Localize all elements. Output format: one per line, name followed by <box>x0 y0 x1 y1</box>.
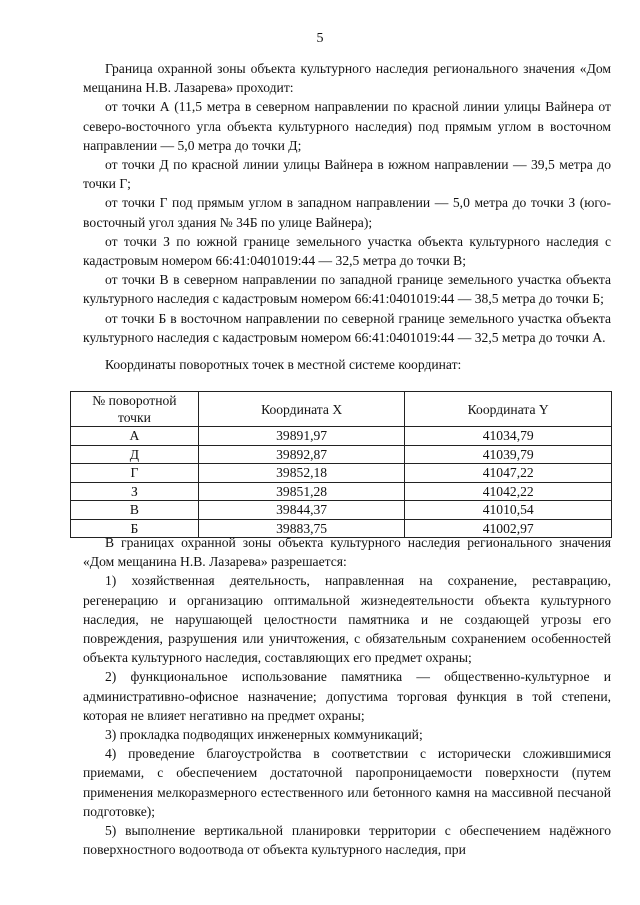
boundary-item: от точки З по южной границе земельного участка объекта культурного наследия с кадастровым номером 66:41:0401019:44 — 32,5 метра до точки В; <box>83 233 611 269</box>
table-row <box>71 427 612 446</box>
coord-x: 39851,28 <box>198 482 405 501</box>
header-x: Координата X <box>198 392 405 427</box>
coord-x: 39892,87 <box>198 445 405 464</box>
coord-x: 39852,18 <box>198 464 405 483</box>
page-number: 5 <box>316 31 324 46</box>
boundary-description <box>83 59 611 347</box>
point-name: В <box>71 501 199 520</box>
permitted-item: 1) хозяйственная деятельность, направленная на сохранение, реставрацию, регенерацию и организацию оптимальной жизнедеятельности объекта культурного наследия, не нарушающей целостности памятника и не создающей угрозы его повреждения, разрушения или уничтожения, с обязательным сохранением особенностей объекта культурного наследия, составляющих его предмет охраны; <box>83 573 611 666</box>
table-header-row <box>71 392 612 427</box>
table-row <box>71 482 612 501</box>
permitted-intro: В границах охранной зоны объекта культурного наследия регионального значения «Дом мещанина Н.В. Лазарева» разрешается: <box>83 535 611 570</box>
permitted-activities <box>83 533 611 859</box>
coord-y: 41034,79 <box>405 427 612 446</box>
point-name: А <box>71 427 199 446</box>
header-y: Координата Y <box>405 392 612 427</box>
coord-y: 41002,97 <box>405 519 612 538</box>
boundary-item: от точки В в северном направлении по западной границе земельного участка объекта культурного наследия с кадастровым номером 66:41:0401019:44 — 38,5 метра до точки Б; <box>83 272 611 307</box>
coord-x: 39844,37 <box>198 501 405 520</box>
coord-x: 39883,75 <box>198 519 405 538</box>
coordinates-table <box>70 391 612 538</box>
boundary-item: от точки Д по красной линии улицы Вайнера в южном направлении — 39,5 метра до точки Г; <box>83 157 611 192</box>
coordinates-table-title: Координаты поворотных точек в местной системе координат: <box>105 357 462 372</box>
point-name: Б <box>71 519 199 538</box>
coord-y: 41039,79 <box>405 445 612 464</box>
boundary-item: от точки А (11,5 метра в северном направлении по красной линии улицы Вайнера от северо-восточного угла объекта культурного наследия) под прямым углом в восточном направлении — 5,0 метра до точки Д; <box>83 99 611 153</box>
point-name: З <box>71 482 199 501</box>
coord-x: 39891,97 <box>198 427 405 446</box>
header-point: № поворотной точки <box>71 392 199 427</box>
table-row <box>71 501 612 520</box>
point-name: Г <box>71 464 199 483</box>
point-name: Д <box>71 445 199 464</box>
coord-y: 41047,22 <box>405 464 612 483</box>
permitted-item: 3) прокладка подводящих инженерных коммуникаций; <box>105 727 423 743</box>
coord-y: 41010,54 <box>405 501 612 520</box>
boundary-item: от точки Г под прямым углом в западном направлении — 5,0 метра до точки З (юго-восточный угол здания № 34Б по улице Вайнера); <box>83 195 611 230</box>
table-row <box>71 464 612 483</box>
boundary-item: от точки Б в восточном направлении по северной границе земельного участка объекта культурного наследия с кадастровым номером 66:41:0401019:44 — 32,5 метра до точки А. <box>83 310 611 345</box>
permitted-item: 4) проведение благоустройства в соответствии с исторически сложившимися приемами, с обеспечением достаточной паропроницаемости поверхности (путем применения мелкоразмерного естественного или бетонного камня на массивной песчаной подготовке); <box>83 746 611 819</box>
coord-y: 41042,22 <box>405 482 612 501</box>
boundary-intro: Граница охранной зоны объекта культурного наследия регионального значения «Дом мещанина Н.В. Лазарева» проходит: <box>83 61 611 96</box>
permitted-item: 2) функциональное использование памятника — общественно-культурное и административно-офисное назначение; допустима торговая функция в той степени, которая не влияет негативно на предмет охраны; <box>83 669 611 723</box>
permitted-item: 5) выполнение вертикальной планировки территории с обеспечением надёжного поверхностного водоотвода от объекта культурного наследия, при <box>83 823 611 858</box>
table-row <box>71 445 612 464</box>
